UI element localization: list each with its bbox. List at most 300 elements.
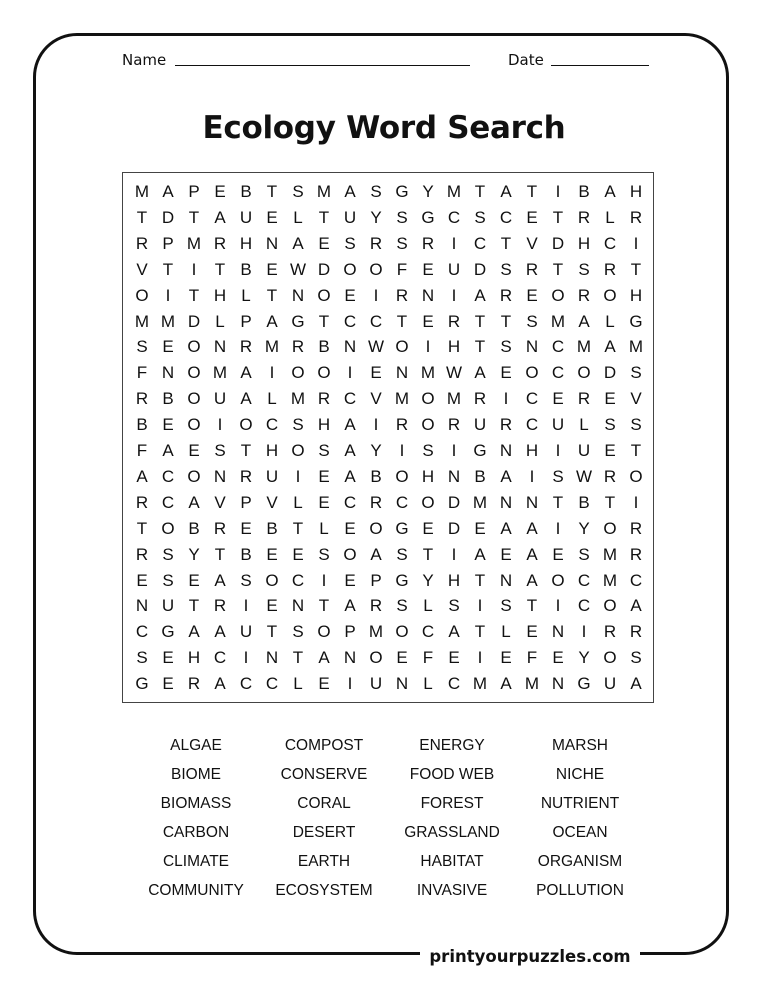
grid-cell[interactable]: S: [396, 207, 408, 227]
grid-cell[interactable]: A: [500, 466, 512, 486]
name-field-line[interactable]: [175, 65, 470, 66]
grid-cell[interactable]: I: [347, 363, 353, 383]
grid-cell[interactable]: N: [447, 466, 461, 486]
grid-cell[interactable]: O: [603, 596, 617, 616]
grid-cell[interactable]: I: [555, 518, 561, 538]
grid-cell[interactable]: A: [214, 622, 226, 642]
grid-cell[interactable]: E: [422, 518, 434, 538]
grid-cell[interactable]: E: [240, 518, 252, 538]
grid-cell[interactable]: A: [604, 337, 616, 357]
grid-cell[interactable]: B: [474, 466, 486, 486]
grid-cell[interactable]: M: [628, 337, 644, 357]
grid-cell[interactable]: R: [473, 389, 487, 409]
grid-cell[interactable]: C: [447, 207, 461, 227]
grid-cell[interactable]: A: [162, 441, 174, 460]
grid-cell[interactable]: P: [240, 311, 252, 331]
grid-cell[interactable]: B: [188, 518, 200, 538]
grid-cell[interactable]: E: [266, 207, 278, 227]
grid-cell[interactable]: A: [318, 648, 330, 668]
grid-cell[interactable]: I: [555, 596, 561, 616]
grid-cell[interactable]: B: [370, 466, 382, 486]
grid-cell[interactable]: E: [604, 441, 616, 460]
grid-cell[interactable]: D: [447, 518, 461, 538]
grid-cell[interactable]: Y: [422, 570, 434, 590]
grid-cell[interactable]: T: [266, 182, 278, 201]
grid-cell[interactable]: L: [605, 311, 615, 331]
grid-cell[interactable]: H: [447, 570, 461, 590]
grid-cell[interactable]: N: [395, 363, 409, 383]
grid-cell[interactable]: V: [266, 492, 278, 512]
grid-cell[interactable]: N: [135, 596, 149, 616]
grid-cell[interactable]: E: [500, 544, 512, 564]
grid-cell[interactable]: T: [630, 441, 642, 460]
grid-cell[interactable]: E: [396, 648, 408, 668]
grid-cell[interactable]: R: [369, 233, 383, 253]
grid-cell[interactable]: L: [267, 389, 277, 409]
grid-cell[interactable]: R: [239, 466, 253, 486]
grid-cell[interactable]: H: [421, 466, 435, 486]
grid-cell[interactable]: W: [445, 363, 463, 383]
grid-cell[interactable]: E: [162, 415, 174, 435]
grid-cell[interactable]: L: [423, 596, 433, 616]
grid-cell[interactable]: M: [550, 311, 566, 331]
grid-cell[interactable]: E: [188, 570, 200, 590]
grid-cell[interactable]: O: [551, 285, 565, 305]
grid-cell[interactable]: O: [603, 518, 617, 538]
grid-cell[interactable]: I: [503, 389, 509, 409]
grid-cell[interactable]: N: [291, 596, 305, 616]
date-field-line[interactable]: [551, 65, 649, 66]
grid-cell[interactable]: V: [630, 389, 642, 409]
grid-cell[interactable]: R: [499, 415, 513, 435]
grid-cell[interactable]: R: [603, 259, 617, 279]
grid-cell[interactable]: U: [239, 207, 253, 227]
grid-cell[interactable]: A: [240, 389, 252, 409]
grid-cell[interactable]: S: [136, 337, 148, 357]
grid-cell[interactable]: A: [344, 596, 356, 616]
grid-cell[interactable]: I: [477, 596, 483, 616]
grid-cell[interactable]: T: [500, 233, 512, 253]
grid-cell[interactable]: H: [577, 233, 591, 253]
grid-cell[interactable]: T: [500, 311, 512, 331]
grid-cell[interactable]: E: [344, 518, 356, 538]
grid-cell[interactable]: E: [266, 259, 278, 279]
grid-cell[interactable]: T: [526, 182, 538, 201]
grid-cell[interactable]: S: [292, 182, 304, 201]
grid-cell[interactable]: A: [630, 674, 642, 694]
grid-cell[interactable]: T: [188, 596, 200, 616]
grid-cell[interactable]: T: [552, 492, 564, 512]
grid-cell[interactable]: A: [344, 182, 356, 201]
grid-cell[interactable]: T: [318, 207, 330, 227]
grid-cell[interactable]: M: [472, 492, 488, 512]
grid-cell[interactable]: A: [526, 518, 538, 538]
grid-cell[interactable]: C: [577, 570, 591, 590]
grid-cell[interactable]: C: [395, 492, 409, 512]
grid-cell[interactable]: L: [215, 311, 225, 331]
grid-cell[interactable]: A: [214, 570, 226, 590]
grid-cell[interactable]: A: [162, 182, 174, 201]
grid-cell[interactable]: V: [370, 389, 382, 409]
grid-cell[interactable]: T: [630, 259, 642, 279]
grid-cell[interactable]: M: [602, 570, 618, 590]
grid-cell[interactable]: G: [291, 311, 305, 331]
grid-cell[interactable]: C: [473, 233, 487, 253]
grid-cell[interactable]: U: [551, 415, 565, 435]
grid-cell[interactable]: R: [629, 518, 643, 538]
grid-cell[interactable]: F: [526, 648, 538, 668]
grid-cell[interactable]: T: [552, 259, 564, 279]
grid-cell[interactable]: R: [395, 285, 409, 305]
grid-cell[interactable]: U: [239, 622, 253, 642]
grid-cell[interactable]: P: [162, 233, 174, 253]
grid-cell[interactable]: O: [603, 285, 617, 305]
grid-cell[interactable]: I: [633, 492, 639, 512]
grid-cell[interactable]: S: [630, 648, 642, 668]
grid-cell[interactable]: A: [578, 311, 590, 331]
grid-cell[interactable]: O: [629, 466, 643, 486]
grid-cell[interactable]: A: [136, 466, 148, 486]
grid-cell[interactable]: E: [188, 441, 200, 460]
grid-cell[interactable]: A: [500, 182, 512, 201]
grid-cell[interactable]: N: [551, 622, 565, 642]
grid-cell[interactable]: U: [473, 415, 487, 435]
grid-cell[interactable]: I: [373, 415, 379, 435]
grid-cell[interactable]: O: [421, 492, 435, 512]
grid-cell[interactable]: I: [295, 466, 301, 486]
grid-cell[interactable]: S: [318, 441, 330, 460]
grid-cell[interactable]: C: [525, 389, 539, 409]
grid-cell[interactable]: I: [451, 233, 457, 253]
grid-cell[interactable]: B: [578, 182, 590, 201]
grid-cell[interactable]: R: [187, 674, 201, 694]
grid-cell[interactable]: U: [577, 441, 591, 460]
grid-cell[interactable]: C: [135, 622, 149, 642]
grid-cell[interactable]: C: [629, 570, 643, 590]
grid-cell[interactable]: A: [500, 674, 512, 694]
grid-cell[interactable]: B: [240, 259, 252, 279]
grid-cell[interactable]: E: [318, 674, 330, 694]
grid-cell[interactable]: D: [447, 492, 461, 512]
grid-cell[interactable]: S: [578, 259, 590, 279]
grid-cell[interactable]: I: [451, 285, 457, 305]
grid-cell[interactable]: T: [292, 648, 304, 668]
grid-cell[interactable]: T: [240, 441, 252, 460]
grid-cell[interactable]: E: [526, 207, 538, 227]
grid-cell[interactable]: W: [367, 337, 385, 357]
grid-cell[interactable]: S: [162, 544, 174, 564]
grid-cell[interactable]: E: [526, 622, 538, 642]
grid-cell[interactable]: A: [188, 492, 200, 512]
grid-cell[interactable]: M: [602, 544, 618, 564]
grid-cell[interactable]: E: [422, 259, 434, 279]
grid-cell[interactable]: A: [292, 233, 304, 253]
grid-cell[interactable]: C: [161, 466, 175, 486]
grid-cell[interactable]: E: [214, 182, 226, 201]
grid-cell[interactable]: A: [344, 415, 356, 435]
grid-cell[interactable]: I: [425, 337, 431, 357]
grid-cell[interactable]: N: [343, 337, 357, 357]
grid-cell[interactable]: D: [317, 259, 331, 279]
grid-cell[interactable]: A: [526, 570, 538, 590]
grid-cell[interactable]: T: [474, 570, 486, 590]
grid-cell[interactable]: A: [604, 182, 616, 201]
grid-cell[interactable]: O: [187, 415, 201, 435]
grid-cell[interactable]: B: [578, 492, 590, 512]
grid-cell[interactable]: O: [317, 285, 331, 305]
grid-cell[interactable]: M: [212, 363, 228, 383]
grid-cell[interactable]: O: [577, 363, 591, 383]
grid-cell[interactable]: M: [134, 182, 150, 201]
grid-cell[interactable]: O: [161, 518, 175, 538]
grid-cell[interactable]: E: [162, 674, 174, 694]
grid-cell[interactable]: M: [264, 337, 280, 357]
grid-cell[interactable]: A: [474, 544, 486, 564]
grid-cell[interactable]: L: [293, 207, 303, 227]
grid-cell[interactable]: E: [136, 570, 148, 590]
grid-cell[interactable]: T: [292, 518, 304, 538]
grid-cell[interactable]: C: [447, 674, 461, 694]
grid-cell[interactable]: Y: [370, 441, 382, 460]
grid-cell[interactable]: O: [551, 570, 565, 590]
grid-cell[interactable]: N: [499, 570, 513, 590]
grid-cell[interactable]: T: [188, 207, 200, 227]
grid-cell[interactable]: C: [525, 415, 539, 435]
grid-cell[interactable]: E: [552, 389, 564, 409]
grid-cell[interactable]: P: [370, 570, 382, 590]
grid-cell[interactable]: T: [266, 285, 278, 305]
grid-cell[interactable]: I: [581, 622, 587, 642]
grid-cell[interactable]: O: [187, 466, 201, 486]
grid-cell[interactable]: R: [135, 544, 149, 564]
grid-cell[interactable]: B: [162, 389, 174, 409]
grid-cell[interactable]: R: [291, 337, 305, 357]
grid-cell[interactable]: R: [603, 622, 617, 642]
grid-cell[interactable]: L: [293, 674, 303, 694]
grid-cell[interactable]: L: [241, 285, 251, 305]
grid-cell[interactable]: G: [421, 207, 435, 227]
grid-cell[interactable]: R: [395, 415, 409, 435]
grid-cell[interactable]: L: [579, 415, 589, 435]
grid-cell[interactable]: H: [629, 182, 643, 201]
grid-cell[interactable]: S: [292, 622, 304, 642]
grid-cell[interactable]: E: [318, 466, 330, 486]
grid-cell[interactable]: E: [448, 648, 460, 668]
grid-cell[interactable]: M: [290, 389, 306, 409]
grid-cell[interactable]: L: [501, 622, 511, 642]
grid-cell[interactable]: R: [369, 596, 383, 616]
grid-cell[interactable]: O: [187, 363, 201, 383]
grid-cell[interactable]: U: [603, 674, 617, 694]
grid-cell[interactable]: N: [291, 285, 305, 305]
grid-cell[interactable]: E: [344, 285, 356, 305]
grid-cell[interactable]: W: [575, 466, 593, 486]
grid-cell[interactable]: T: [266, 622, 278, 642]
grid-cell[interactable]: Y: [188, 544, 200, 564]
grid-cell[interactable]: O: [525, 363, 539, 383]
grid-cell[interactable]: R: [317, 389, 331, 409]
grid-cell[interactable]: M: [316, 182, 332, 201]
grid-cell[interactable]: R: [239, 337, 253, 357]
grid-cell[interactable]: B: [136, 415, 148, 435]
grid-cell[interactable]: E: [500, 648, 512, 668]
grid-cell[interactable]: C: [499, 207, 513, 227]
grid-cell[interactable]: Y: [370, 207, 382, 227]
grid-cell[interactable]: I: [321, 570, 327, 590]
grid-cell[interactable]: N: [499, 441, 513, 460]
grid-cell[interactable]: G: [629, 311, 643, 331]
grid-cell[interactable]: R: [213, 518, 227, 538]
grid-cell[interactable]: U: [161, 596, 175, 616]
grid-cell[interactable]: N: [213, 337, 227, 357]
grid-cell[interactable]: S: [292, 415, 304, 435]
grid-cell[interactable]: R: [213, 233, 227, 253]
grid-cell[interactable]: B: [240, 544, 252, 564]
grid-cell[interactable]: D: [187, 311, 201, 331]
grid-cell[interactable]: S: [630, 363, 642, 383]
grid-cell[interactable]: O: [395, 466, 409, 486]
grid-cell[interactable]: R: [369, 492, 383, 512]
grid-cell[interactable]: E: [162, 337, 174, 357]
grid-cell[interactable]: A: [188, 622, 200, 642]
grid-cell[interactable]: A: [214, 207, 226, 227]
grid-cell[interactable]: C: [343, 492, 357, 512]
grid-cell[interactable]: L: [605, 207, 615, 227]
grid-cell[interactable]: C: [551, 337, 565, 357]
grid-cell[interactable]: I: [555, 441, 561, 460]
grid-cell[interactable]: E: [552, 648, 564, 668]
grid-cell[interactable]: R: [629, 622, 643, 642]
grid-cell[interactable]: S: [500, 596, 512, 616]
grid-cell[interactable]: O: [317, 622, 331, 642]
grid-cell[interactable]: N: [265, 233, 279, 253]
grid-cell[interactable]: R: [629, 207, 643, 227]
grid-cell[interactable]: S: [630, 415, 642, 435]
grid-cell[interactable]: R: [421, 233, 435, 253]
grid-cell[interactable]: D: [161, 207, 175, 227]
grid-cell[interactable]: G: [395, 518, 409, 538]
grid-cell[interactable]: E: [292, 544, 304, 564]
grid-cell[interactable]: O: [421, 415, 435, 435]
grid-cell[interactable]: S: [552, 466, 564, 486]
grid-cell[interactable]: G: [135, 674, 149, 694]
grid-cell[interactable]: A: [344, 466, 356, 486]
grid-cell[interactable]: O: [343, 259, 357, 279]
grid-cell[interactable]: E: [604, 389, 616, 409]
grid-cell[interactable]: O: [135, 285, 149, 305]
grid-cell[interactable]: S: [318, 544, 330, 564]
grid-cell[interactable]: U: [447, 259, 461, 279]
grid-cell[interactable]: P: [188, 182, 200, 201]
grid-cell[interactable]: U: [213, 389, 227, 409]
grid-cell[interactable]: T: [214, 259, 226, 279]
grid-cell[interactable]: H: [525, 441, 539, 460]
grid-cell[interactable]: G: [577, 674, 591, 694]
grid-cell[interactable]: A: [344, 441, 356, 460]
grid-cell[interactable]: M: [576, 337, 592, 357]
grid-cell[interactable]: N: [525, 337, 539, 357]
grid-cell[interactable]: A: [630, 596, 642, 616]
grid-cell[interactable]: T: [474, 311, 486, 331]
grid-cell[interactable]: E: [344, 570, 356, 590]
grid-cell[interactable]: L: [423, 674, 433, 694]
grid-cell[interactable]: O: [395, 337, 409, 357]
grid-cell[interactable]: D: [603, 363, 617, 383]
grid-cell[interactable]: F: [136, 441, 148, 460]
grid-cell[interactable]: G: [161, 622, 175, 642]
grid-cell[interactable]: A: [240, 363, 252, 383]
grid-cell[interactable]: W: [289, 259, 307, 279]
grid-cell[interactable]: T: [604, 492, 616, 512]
grid-cell[interactable]: S: [422, 441, 434, 460]
grid-cell[interactable]: I: [243, 648, 249, 668]
grid-cell[interactable]: C: [343, 311, 357, 331]
grid-cell[interactable]: O: [317, 363, 331, 383]
grid-cell[interactable]: H: [187, 648, 201, 668]
grid-cell[interactable]: I: [269, 363, 275, 383]
grid-cell[interactable]: Y: [578, 648, 590, 668]
grid-cell[interactable]: T: [162, 259, 174, 279]
grid-cell[interactable]: S: [448, 596, 460, 616]
grid-cell[interactable]: A: [500, 518, 512, 538]
grid-cell[interactable]: O: [187, 389, 201, 409]
grid-cell[interactable]: P: [240, 492, 252, 512]
grid-cell[interactable]: S: [396, 596, 408, 616]
grid-cell[interactable]: N: [525, 492, 539, 512]
grid-cell[interactable]: R: [499, 285, 513, 305]
grid-cell[interactable]: T: [474, 622, 486, 642]
grid-cell[interactable]: S: [240, 570, 252, 590]
grid-cell[interactable]: N: [213, 466, 227, 486]
grid-cell[interactable]: O: [343, 544, 357, 564]
grid-cell[interactable]: E: [370, 363, 382, 383]
grid-cell[interactable]: S: [162, 570, 174, 590]
grid-cell[interactable]: M: [472, 674, 488, 694]
grid-cell[interactable]: B: [266, 518, 278, 538]
grid-cell[interactable]: T: [136, 518, 148, 538]
grid-cell[interactable]: T: [422, 544, 434, 564]
grid-cell[interactable]: S: [578, 544, 590, 564]
grid-cell[interactable]: C: [369, 311, 383, 331]
grid-cell[interactable]: A: [214, 674, 226, 694]
grid-cell[interactable]: O: [291, 441, 305, 460]
grid-cell[interactable]: R: [135, 492, 149, 512]
grid-cell[interactable]: O: [369, 648, 383, 668]
grid-cell[interactable]: Y: [578, 518, 590, 538]
grid-cell[interactable]: C: [343, 389, 357, 409]
grid-cell[interactable]: M: [524, 674, 540, 694]
grid-cell[interactable]: I: [191, 259, 197, 279]
grid-cell[interactable]: C: [421, 622, 435, 642]
grid-cell[interactable]: V: [214, 492, 226, 512]
grid-cell[interactable]: E: [500, 363, 512, 383]
grid-cell[interactable]: L: [319, 518, 329, 538]
grid-cell[interactable]: C: [265, 415, 279, 435]
grid-cell[interactable]: H: [239, 233, 253, 253]
grid-cell[interactable]: D: [551, 233, 565, 253]
grid-cell[interactable]: T: [214, 544, 226, 564]
grid-cell[interactable]: I: [477, 648, 483, 668]
grid-cell[interactable]: L: [293, 492, 303, 512]
grid-cell[interactable]: E: [526, 285, 538, 305]
grid-cell[interactable]: I: [555, 182, 561, 201]
grid-cell[interactable]: S: [370, 182, 382, 201]
grid-cell[interactable]: H: [213, 285, 227, 305]
grid-cell[interactable]: G: [395, 182, 409, 201]
grid-cell[interactable]: U: [343, 207, 357, 227]
grid-cell[interactable]: N: [499, 492, 513, 512]
grid-cell[interactable]: T: [136, 207, 148, 227]
